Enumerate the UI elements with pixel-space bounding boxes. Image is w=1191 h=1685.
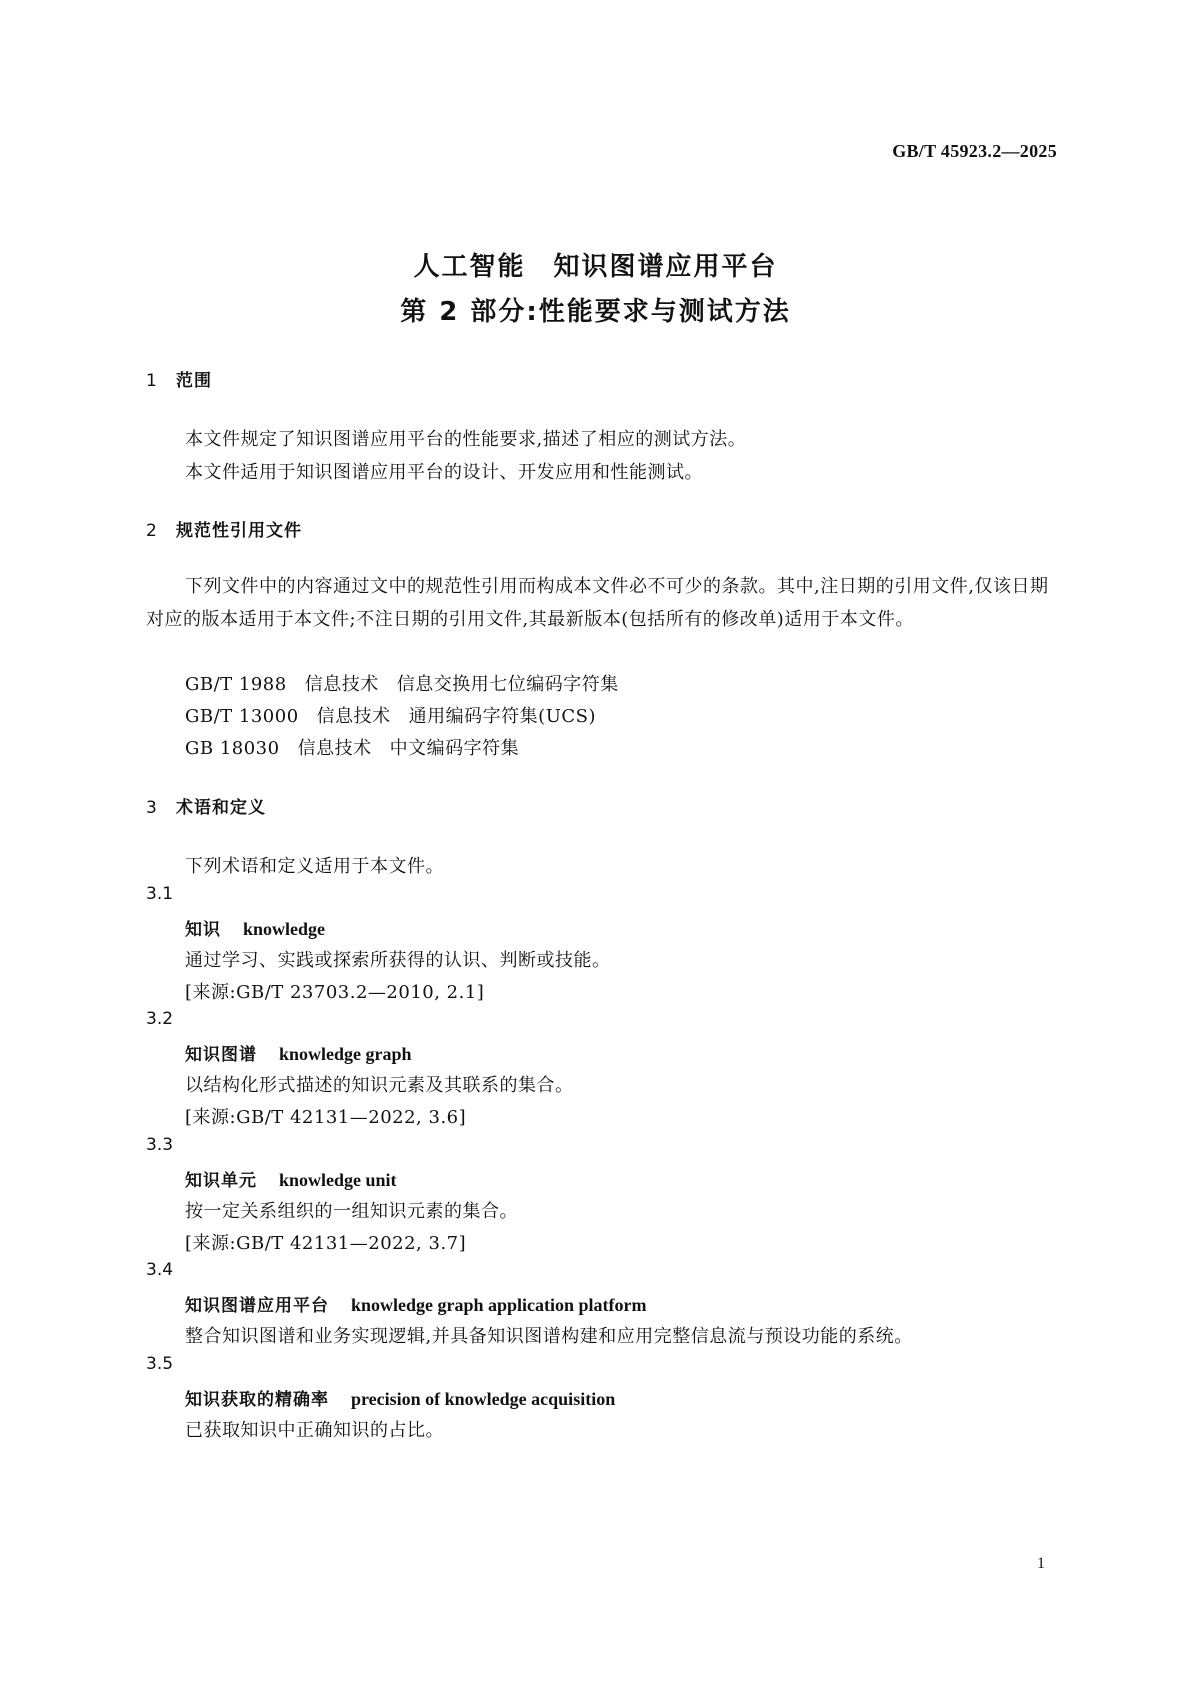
term-entry bbox=[185, 1040, 412, 1065]
reference-name: 中文编码字符集 bbox=[389, 738, 520, 759]
document-title-line-1 bbox=[0, 246, 1191, 283]
term-entry bbox=[185, 915, 325, 940]
reference-field: 信息技术 bbox=[316, 706, 391, 727]
term-source: [来源:GB/T 42131—2022, 3.7] bbox=[185, 1233, 467, 1254]
term-source: [来源:GB/T 42131—2022, 3.6] bbox=[185, 1107, 467, 1128]
document-title-line-2: 第 2 部分:性能要求与测试方法 bbox=[400, 297, 791, 327]
reference-item bbox=[185, 702, 596, 728]
reference-name: 信息交换用七位编码字符集 bbox=[396, 674, 619, 695]
terms-intro: 下列术语和定义适用于本文件。 bbox=[185, 856, 444, 877]
term-entry bbox=[185, 1291, 647, 1316]
term-en: knowledge graph application platform bbox=[351, 1295, 647, 1315]
reference-code: GB/T 13000 bbox=[185, 706, 299, 727]
term-definition: 以结构化形式描述的知识元素及其联系的集合。 bbox=[185, 1075, 574, 1096]
normative-references-intro: 下列文件中的内容通过文中的规范性引用而构成本文件必不可少的条款。其中,注日期的引用文件,仅该日期对应的版本适用于本文件;不注日期的引用文件,其最新版本(包括所有的修改单)适用于本文件。 bbox=[146, 576, 1049, 630]
reference-item bbox=[185, 670, 619, 696]
term-definition: 整合知识图谱和业务实现逻辑,并具备知识图谱构建和应用完整信息流与预设功能的系统。 bbox=[185, 1326, 913, 1347]
term-zh: 知识 bbox=[185, 920, 221, 940]
reference-name: 通用编码字符集(UCS) bbox=[408, 706, 596, 727]
term-zh: 知识获取的精确率 bbox=[185, 1390, 329, 1410]
reference-field: 信息技术 bbox=[297, 738, 372, 759]
term-en: precision of knowledge acquisition bbox=[351, 1389, 616, 1409]
term-source: [来源:GB/T 23703.2—2010, 2.1] bbox=[185, 982, 485, 1003]
title-part-b: 知识图谱应用平台 bbox=[553, 252, 778, 282]
term-definition: 通过学习、实践或探索所获得的认识、判断或技能。 bbox=[185, 950, 611, 971]
section-number: 1 bbox=[146, 371, 158, 391]
section-title: 规范性引用文件 bbox=[176, 521, 302, 541]
term-definition: 已获取知识中正确知识的占比。 bbox=[185, 1420, 444, 1441]
section-2-heading bbox=[146, 516, 302, 541]
reference-item bbox=[185, 734, 519, 760]
section-number: 2 bbox=[146, 521, 158, 541]
term-number: 3.3 bbox=[146, 1135, 174, 1155]
page-number: 1 bbox=[1037, 1555, 1045, 1572]
term-zh: 知识图谱 bbox=[185, 1045, 257, 1065]
section-3-heading bbox=[146, 793, 266, 818]
scope-paragraph-1: 本文件规定了知识图谱应用平台的性能要求,描述了相应的测试方法。 bbox=[185, 429, 747, 450]
term-zh: 知识图谱应用平台 bbox=[185, 1296, 329, 1316]
document-code: GB/T 45923.2—2025 bbox=[892, 141, 1057, 161]
scope-paragraph-2: 本文件适用于知识图谱应用平台的设计、开发应用和性能测试。 bbox=[185, 462, 703, 483]
term-en: knowledge unit bbox=[279, 1170, 397, 1190]
term-zh: 知识单元 bbox=[185, 1171, 257, 1191]
title-part-a: 人工智能 bbox=[413, 252, 526, 282]
term-number: 3.5 bbox=[146, 1354, 174, 1374]
term-entry bbox=[185, 1385, 615, 1410]
term-number: 3.2 bbox=[146, 1009, 174, 1029]
section-1-heading bbox=[146, 366, 212, 391]
term-number: 3.1 bbox=[146, 884, 174, 904]
term-entry bbox=[185, 1166, 397, 1191]
term-number: 3.4 bbox=[146, 1260, 174, 1280]
reference-code: GB/T 1988 bbox=[185, 674, 287, 695]
term-definition: 按一定关系组织的一组知识元素的集合。 bbox=[185, 1201, 518, 1222]
section-title: 范围 bbox=[176, 371, 212, 391]
section-title: 术语和定义 bbox=[176, 798, 266, 818]
reference-field: 信息技术 bbox=[304, 674, 379, 695]
reference-code: GB 18030 bbox=[185, 738, 280, 759]
term-en: knowledge bbox=[243, 919, 326, 939]
section-number: 3 bbox=[146, 798, 158, 818]
term-en: knowledge graph bbox=[279, 1044, 412, 1064]
